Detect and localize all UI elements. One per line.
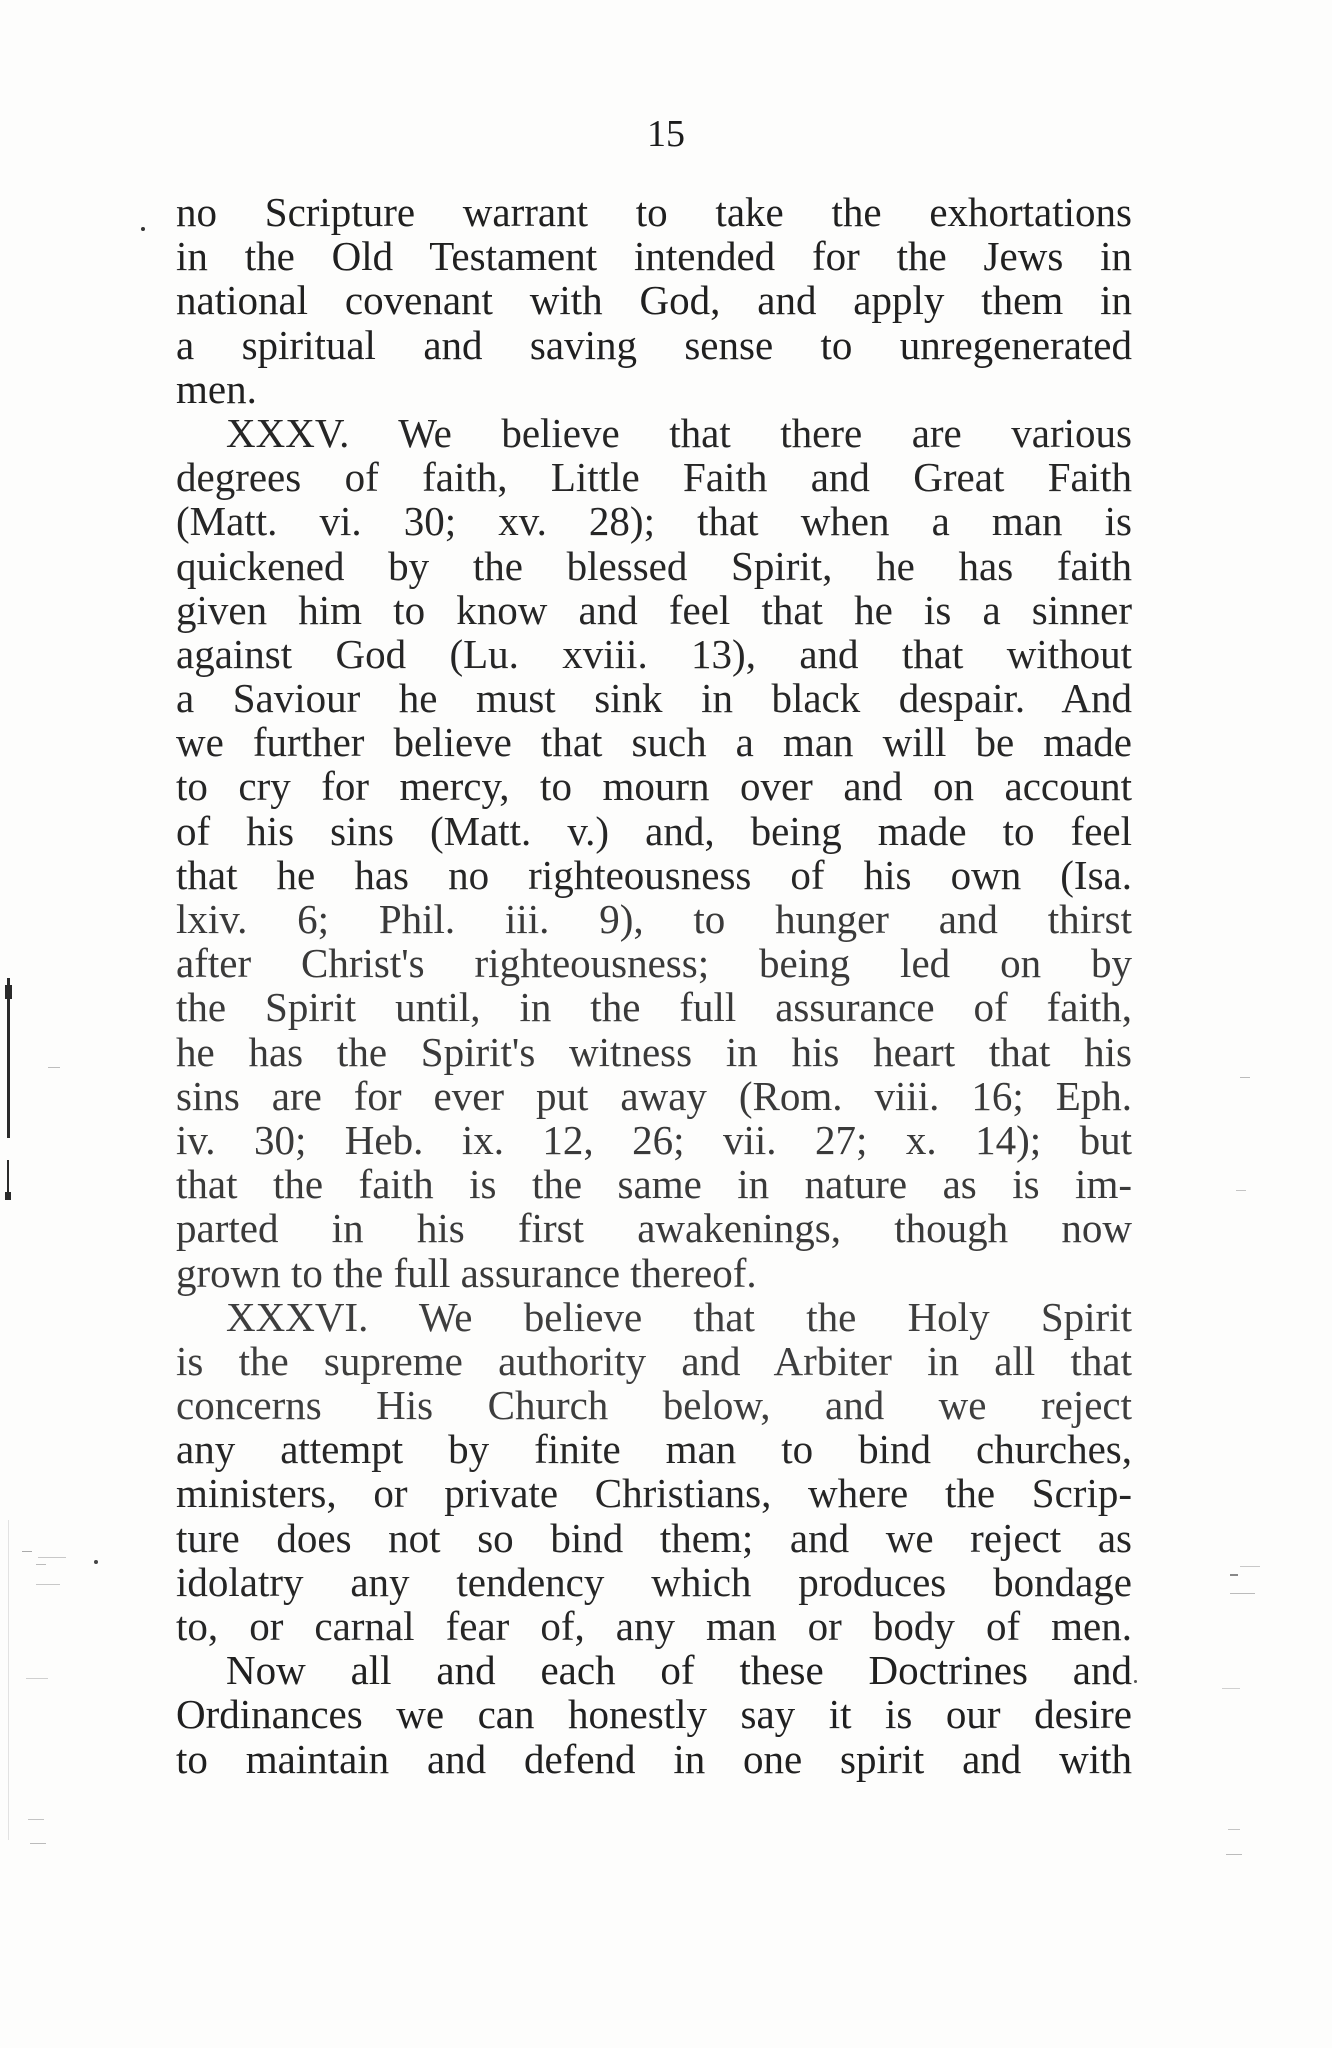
text-line: men. <box>176 365 257 412</box>
text-line: quickened by the blessed Spirit, he has faith <box>176 542 1132 589</box>
text-line: that he has no righteousness of his own (Isa. <box>176 851 1132 898</box>
left-margin-faint-dash <box>26 1678 48 1679</box>
right-margin-faint-dash <box>1240 1566 1260 1567</box>
page-number: 15 <box>647 113 685 155</box>
text-line: given him to know and feel that he is a sinner <box>176 586 1132 633</box>
left-margin-faint-line <box>8 1520 9 1840</box>
right-margin-faint-dash <box>1226 1854 1242 1855</box>
left-margin-faint-dash <box>22 1551 32 1552</box>
text-line: a spiritual and saving sense to unregenerated <box>176 321 1132 368</box>
text-line: we further believe that such a man will be made <box>176 719 1132 766</box>
text-line: that the faith is the same in nature as is im- <box>176 1161 1132 1208</box>
text-line: in the Old Testament intended for the Jews in <box>176 233 1132 280</box>
left-margin-binding-tick <box>5 985 12 999</box>
text-line: Ordinances we can honestly say it is our desire <box>176 1691 1132 1738</box>
text-line: national covenant with God, and apply them in <box>176 277 1132 324</box>
text-line: is the supreme authority and Arbiter in all that <box>176 1337 1132 1384</box>
text-line: grown to the full assurance thereof. <box>176 1249 757 1296</box>
text-line: degrees of faith, Little Faith and Great Faith <box>176 454 1132 501</box>
left-margin-binding-line <box>7 978 10 1138</box>
text-line: no Scripture warrant to take the exhortations <box>176 189 1132 235</box>
text-line: any attempt by finite man to bind churches, <box>176 1426 1132 1473</box>
text-line: idolatry any tendency which produces bondage <box>176 1558 1132 1605</box>
text-line: against God (Lu. xviii. 13), and that without <box>176 630 1132 677</box>
text-line: iv. 30; Heb. ix. 12, 26; vii. 27; x. 14); but <box>176 1116 1132 1163</box>
left-margin-faint-dash <box>30 1843 46 1844</box>
article-heading-line: XXXVI. We believe that the Holy Spirit <box>226 1293 1132 1340</box>
margin-dot-mark <box>1134 1680 1137 1683</box>
text-line: to maintain and defend in one spirit and with <box>176 1735 1132 1782</box>
text-line: of his sins (Matt. v.) and, being made to feel <box>176 807 1132 854</box>
paragraph-closing <box>176 1648 1132 1781</box>
right-margin-faint-dash <box>1240 1077 1250 1078</box>
text-line: sins are for ever put away (Rom. viii. 16; Eph. <box>176 1072 1132 1119</box>
left-margin-faint-dash <box>38 1557 66 1558</box>
text-line: the Spirit until, in the full assurance of faith, <box>176 984 1132 1031</box>
text-line: Now all and each of these Doctrines and <box>226 1647 1132 1694</box>
text-line: he has the Spirit's witness in his heart that his <box>176 1028 1132 1075</box>
paragraph-continuation <box>176 190 1132 411</box>
text-line: parted in his first awakenings, though now <box>176 1205 1132 1252</box>
margin-dot-mark <box>94 1560 98 1564</box>
paragraph-article-xxxvi <box>176 1295 1132 1649</box>
text-line: a Saviour he must sink in black despair. And <box>176 675 1132 722</box>
text-line: to, or carnal fear of, any man or body of men. <box>176 1603 1132 1649</box>
text-line: to cry for mercy, to mourn over and on account <box>176 763 1132 810</box>
right-margin-faint-dash <box>1236 1190 1246 1191</box>
margin-dot-mark <box>141 227 145 231</box>
page-body-text <box>176 190 1132 1781</box>
text-line: lxiv. 6; Phil. iii. 9), to hunger and thirst <box>176 896 1132 942</box>
left-margin-binding-tick <box>5 1192 11 1200</box>
text-line: after Christ's righteousness; being led on by <box>176 940 1132 987</box>
right-margin-faint-dash <box>1222 1688 1240 1689</box>
left-margin-faint-dash <box>48 1067 60 1068</box>
text-line: ministers, or private Christians, where the Scrip- <box>176 1470 1132 1517</box>
text-line: concerns His Church below, and we reject <box>176 1382 1132 1429</box>
paragraph-article-xxxv <box>176 411 1132 1295</box>
left-margin-faint-dash <box>28 1819 44 1820</box>
text-line: ture does not so bind them; and we reject as <box>176 1514 1132 1561</box>
text-line: (Matt. vi. 30; xv. 28); that when a man is <box>176 498 1132 545</box>
right-margin-faint-dash <box>1230 1574 1238 1576</box>
right-margin-faint-dash <box>1230 1593 1255 1594</box>
article-heading-line: XXXV. We believe that there are various <box>226 409 1132 456</box>
right-margin-faint-dash <box>1228 1829 1240 1830</box>
left-margin-faint-dash <box>36 1584 60 1585</box>
left-margin-faint-dash <box>36 1564 46 1565</box>
